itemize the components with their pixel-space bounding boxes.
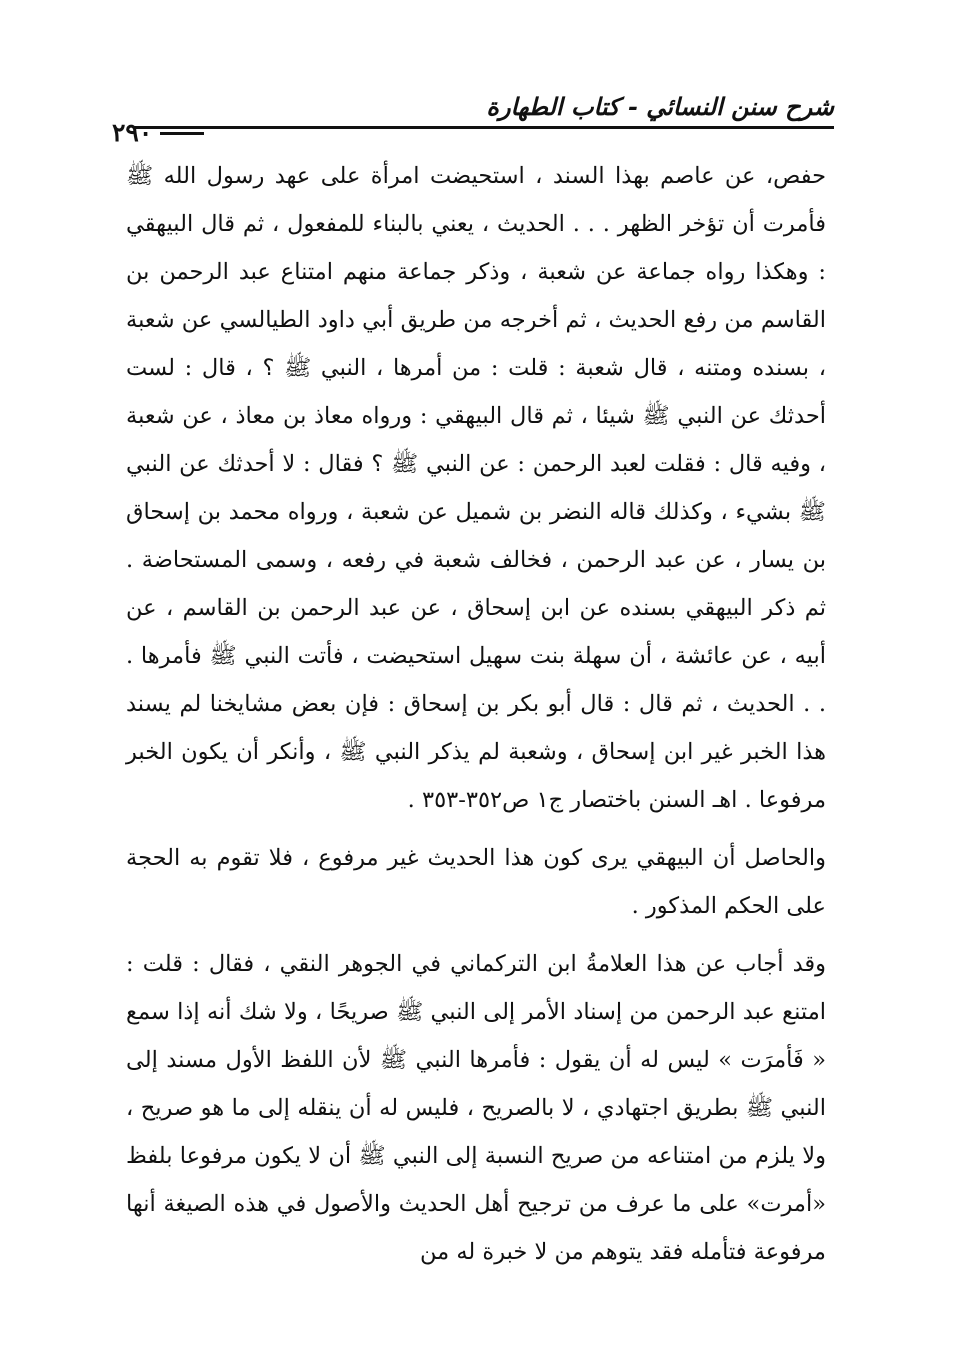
paragraph-2: والحاصل أن البيهقي يرى كون هذا الحديث غير مرفوع ، فلا تقوم به الحجة على الحكم المذكور .	[126, 845, 826, 919]
running-header	[134, 92, 834, 132]
page-number-area	[112, 118, 204, 148]
paragraph-3: وقد أجاب عن هذا العلامةُ ابن التركماني في الجوهر النقي ، فقال : قلت : امتنع عبد الرحمن من إسناد الأمر إلى النبي ﷺ صريحًا ، ولا شك أنه إذا سمع « فَأمرَت » ليس له أن يقول : فأمرها النبي ﷺ لأن اللفظ الأول مسند إلى النبي ﷺ بطريق اجتهادي ، لا بالصريح ، فليس له أن ينقله إلى ما هو صريح ، ولا يلزم من امتناعه من صريح النسبة إلى النبي ﷺ أن لا يكون مرفوعا بلفظ «أمرت» على ما عرف من ترجيح أهل الحديث والأصول في هذه الصيغة أنها مرفوعة فتأمله فقد يتوهم من لا خبرة له من	[126, 951, 826, 1265]
book-title: شرح سنن النسائي - كتاب الطهارة	[486, 92, 834, 121]
page-number: ٢٩٠	[112, 118, 153, 147]
page-number-dash	[160, 132, 204, 135]
body-text	[126, 152, 826, 1276]
paragraph-1: حفص، عن عاصم بهذا السند ، استحيضت امرأة على عهد رسول الله ﷺ فأمرت أن تؤخر الظهر . . . الحديث ، يعني بالبناء للمفعول ، ثم قال البيهقي : وهكذا رواه جماعة عن شعبة ، وذكر جماعة منهم امتناع عبد الرحمن بن القاسم من رفع الحديث ، ثم أخرجه من طريق أبي داود الطيالسي عن شعبة ، بسنده ومتنه ، قال شعبة : قلت : من أمرها ، النبي ﷺ ؟ ، قال : لست أحدثك عن النبي ﷺ شيئا ، ثم قال البيهقي : ورواه معاذ بن معاذ ، عن شعبة ، وفيه قال : فقلت لعبد الرحمن : عن النبي ﷺ ؟ فقال : لا أحدثك عن النبي ﷺ بشيء ، وكذلك قاله النضر بن شميل عن شعبة ، ورواه محمد بن إسحاق بن يسار ، عن عبد الرحمن ، فخالف شعبة في رفعه ، وسمى المستحاضة . ثم ذكر البيهقي بسنده عن ابن إسحاق ، عن عبد الرحمن بن القاسم ، عن أبيه ، عن عائشة ، أن سهلة بنت سهيل استحيضت ، فأتت النبي ﷺ فأمرها . . . الحديث ، ثم قال : قال أبو بكر بن إسحاق : فإن بعض مشايخنا لم يسند هذا الخبر غير ابن إسحاق ، وشعبة لم يذكر النبي ﷺ ، وأنكر أن يكون الخبر مرفوعا . اهـ السنن باختصار ج١ ص٣٥٢-٣٥٣ .	[126, 163, 826, 813]
header-rule	[134, 126, 834, 129]
